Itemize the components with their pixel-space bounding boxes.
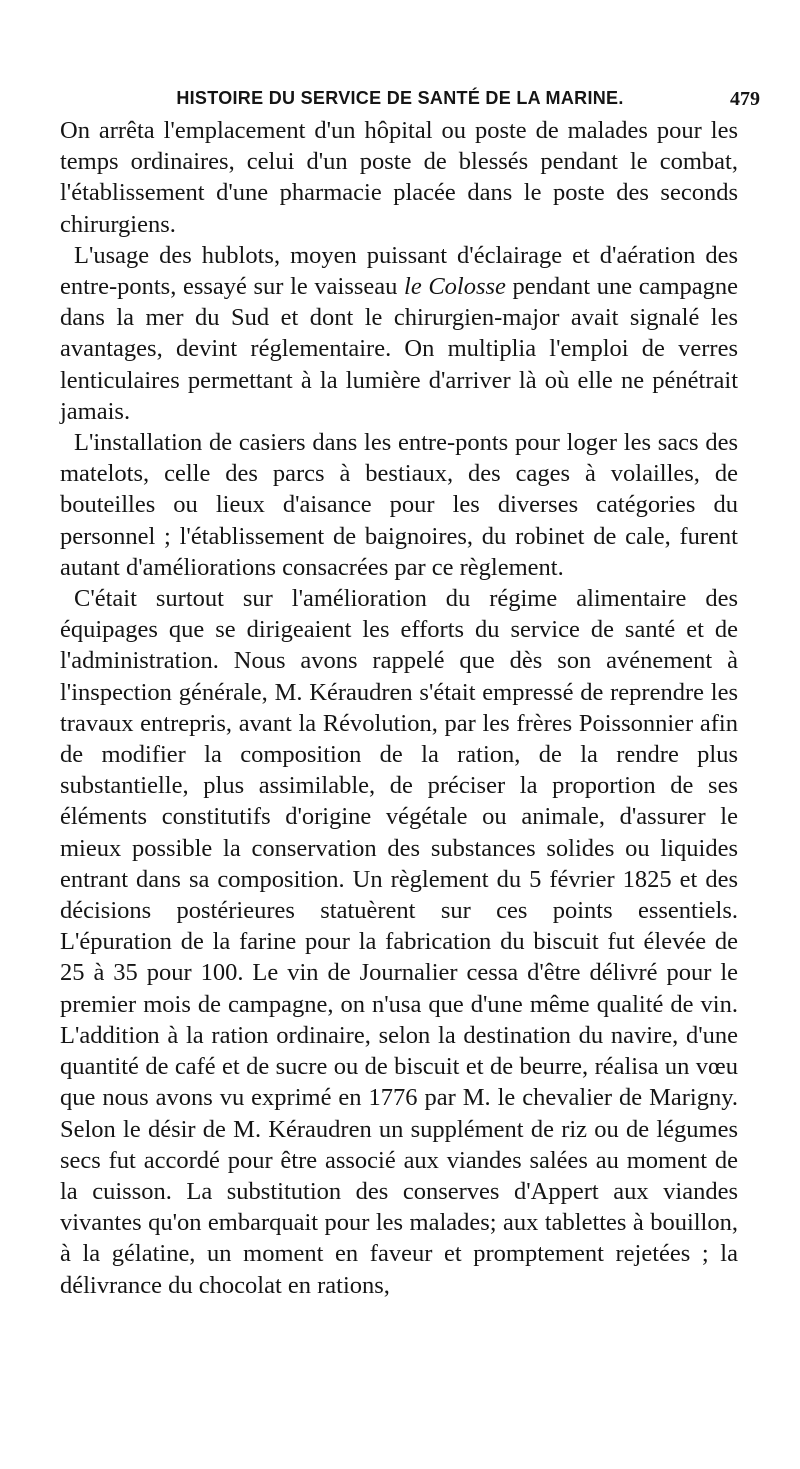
paragraph-3: L'installation de casiers dans les entre-ponts pour loger les sacs des matelots, celle des parcs à bestiaux, des cages à volailles, de bouteilles ou lieux d'aisance pour les diverses catégories du personnel ; l'établissement de baignoires, du robinet de cale, furent autant d'améliorations consacrées par ce règlement. [60, 429, 738, 581]
body-text [60, 115, 738, 1301]
paragraph-2-part-1: L'usage des hublots, moyen puissant d'éclairage et d'aération des entre-ponts, essayé sur le vaisseau [60, 241, 738, 301]
paragraph-2 [60, 240, 738, 427]
running-title: HISTOIRE DU SERVICE DE SANTÉ DE LA MARINE. [176, 88, 624, 108]
paragraph-1: On arrêta l'emplacement d'un hôpital ou poste de malades pour les temps ordinaires, celui d'un poste de blessés pendant le combat, l'établissement d'une pharmacie placée dans le poste des seconds chirurgiens. [60, 117, 738, 238]
ship-name: le Colosse [404, 273, 506, 301]
page-number: 479 [730, 88, 760, 110]
paragraph-4: C'était surtout sur l'amélioration du régime alimentaire des équipages que se dirigeaient les efforts du service de santé et de l'administration. Nous avons rappelé que dès son avénement à l'inspection générale, M. Kéraudren s'était empressé de reprendre les travaux entrepris, avant la Révolution, par les frères Poissonnier afin de modifier la composition de la ration, de la rendre plus substantielle, plus assimilable, de préciser la proportion de ses éléments constitutifs d'origine végétale ou animale, d'assurer le mieux possible la conservation des substances solides ou liquides entrant dans sa composition. Un règlement du 5 février 1825 et des décisions postérieures statuèrent sur ces points essentiels. L'épuration de la farine pour la fabrication du biscuit fut élevée de 25 à 35 pour 100. Le vin de Journalier cessa d'être délivré pour le premier mois de campagne, on n'usa que d'une même qualité de vin. L'addition à la ration ordinaire, selon la destination du navire, d'une quantité de café et de sucre ou de biscuit et de beurre, réalisa un vœu que nous avons vu exprimé en 1776 par M. le chevalier de Marigny. Selon le désir de M. Kéraudren un supplément de riz ou de légumes secs fut accordé pour être associé aux viandes salées au moment de la cuisson. La substitution des conserves d'Appert aux viandes vivantes qu'on embarquait pour les malades; aux tablettes à bouillon, à la gélatine, un moment en faveur et promptement rejetées ; la délivrance du chocolat en rations, [60, 585, 738, 1299]
paragraph-2-part-2: pendant une campagne dans la mer du Sud et dont le chirurgien-major avait signalé les avantages, devint réglementaire. On multiplia l'emploi de verres lenticulaires permettant à la lumière d'arriver là où elle ne pénétrait jamais. [60, 273, 739, 425]
page-header [0, 88, 800, 112]
